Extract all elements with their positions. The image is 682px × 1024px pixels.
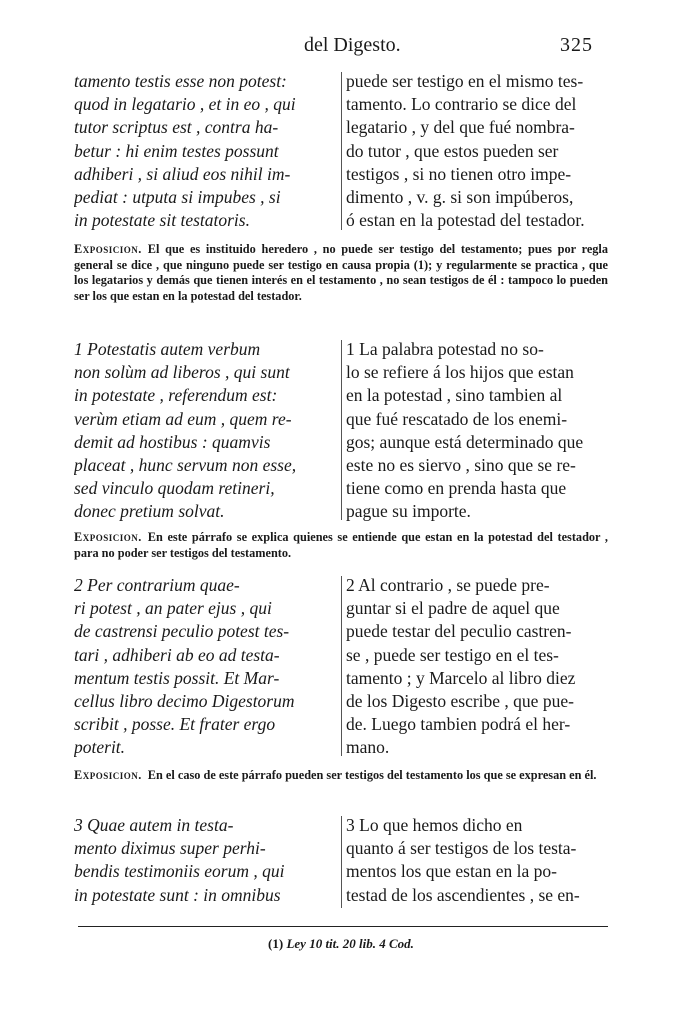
footnote-marker: (1) — [268, 936, 284, 951]
spanish-line: puede testar del peculio castren- — [346, 621, 572, 642]
spanish-line: este no es siervo , sino que se re- — [346, 455, 576, 476]
spanish-line: 3 Lo que hemos dicho en — [346, 815, 523, 835]
spanish-line: tamento ; y Marcelo al libro diez — [346, 667, 576, 688]
latin-line: in potestate sunt : in omnibus — [74, 884, 281, 905]
latin-line: placeat , hunc servum non esse, — [74, 455, 297, 476]
spanish-line: de. Luego tambien podrá el her- — [346, 714, 571, 735]
parallel-text-block-0 — [74, 70, 608, 234]
latin-line: 2 Per contrarium quae- — [74, 575, 240, 595]
column-divider — [341, 72, 342, 230]
latin-line: tutor scriptus est , contra ha- — [74, 117, 279, 138]
spanish-line: testigos , si no tienen otro impe- — [346, 163, 572, 184]
spanish-line: se , puede ser testigo en el tes- — [346, 644, 559, 665]
exposicion-label: Exposicion. — [74, 242, 142, 256]
latin-line: donec pretium solvat. — [74, 501, 225, 522]
page-number: 325 — [560, 34, 593, 56]
latin-column — [74, 574, 340, 760]
spanish-column — [346, 574, 608, 760]
latin-line: in potestate sit testatoris. — [74, 210, 250, 231]
spanish-line: 1 La palabra potestad no so- — [346, 339, 544, 359]
latin-line: non solùm ad liberos , qui sunt — [74, 362, 290, 383]
exposicion-text: El que es instituido heredero , no puede ser testigo del testamento; pues por regla general se dice , que ninguno puede ser testigo en causa propia (1); y regularmente se practica , que los legatarios y demás que tienen interés en el testamento , no sean testigos de él : tampoco lo pueden ser los que estan en la potestad del testador. — [74, 242, 608, 303]
latin-line: betur : hi enim testes possunt — [74, 140, 279, 161]
spanish-line: legatario , y del que fué nombra- — [346, 117, 575, 138]
latin-line: bendis testimoniis eorum , qui — [74, 861, 285, 882]
parallel-text-block-1 — [74, 338, 608, 524]
parallel-text-block-2 — [74, 574, 608, 760]
latin-line: ri potest , an pater ejus , qui — [74, 598, 272, 619]
latin-line: de castrensi peculio potest tes- — [74, 621, 290, 642]
exposicion-text: En el caso de este párrafo pueden ser testigos del testamento los que se expresan en él. — [147, 768, 597, 782]
spanish-column — [346, 70, 608, 232]
latin-line: scribit , posse. Et frater ergo — [74, 714, 276, 735]
spanish-line: dimento , v. g. si son impúberos, — [346, 187, 574, 208]
latin-line: 3 Quae autem in testa- — [74, 815, 234, 835]
column-divider — [341, 340, 342, 520]
exposicion-paragraph — [74, 768, 608, 784]
latin-column — [74, 338, 340, 524]
spanish-line: tiene como en prenda hasta que — [346, 478, 567, 499]
running-title: del Digesto. — [304, 34, 401, 56]
spanish-line: testad de los ascendientes , se en- — [346, 884, 580, 905]
parallel-text-block-3 — [74, 814, 608, 910]
spanish-column — [346, 814, 608, 907]
latin-line: poterit. — [74, 737, 126, 758]
column-divider — [341, 576, 342, 756]
footnote — [0, 936, 682, 952]
spanish-line: pague su importe. — [346, 501, 471, 522]
exposicion-text: En este párrafo se explica quienes se entiende que estan en la potestad del testador , para no poder ser testigos del testamento. — [74, 530, 608, 560]
latin-line: 1 Potestatis autem verbum — [74, 339, 261, 359]
spanish-line: puede ser testigo en el mismo tes- — [346, 71, 584, 91]
latin-line: pediat : utputa si impubes , si — [74, 187, 281, 208]
latin-line: quod in legatario , et in eo , qui — [74, 94, 296, 115]
footnote-text: Ley 10 tit. 20 lib. 4 Cod. — [286, 936, 414, 951]
latin-line: mento diximus super perhi- — [74, 838, 266, 859]
footnote-rule — [78, 926, 608, 927]
latin-line: in potestate , referendum est: — [74, 385, 278, 406]
spanish-line: gos; aunque está determinado que — [346, 431, 584, 452]
latin-column — [74, 814, 340, 907]
column-divider — [341, 816, 342, 908]
spanish-line: de los Digesto escribe , que pue- — [346, 691, 574, 712]
latin-line: sed vinculo quodam retineri, — [74, 478, 275, 499]
spanish-line: lo se refiere á los hijos que estan — [346, 362, 574, 383]
exposicion-label: Exposicion. — [74, 530, 142, 544]
spanish-line: que fué rescatado de los enemi- — [346, 408, 568, 429]
spanish-line: ó estan en la potestad del testador. — [346, 210, 585, 231]
latin-line: tamento testis esse non potest: — [74, 71, 287, 91]
exposicion-paragraph — [74, 530, 608, 561]
spanish-line: tamento. Lo contrario se dice del — [346, 94, 577, 115]
spanish-line: do tutor , que estos pueden ser — [346, 140, 559, 161]
spanish-line: mentos los que estan en la po- — [346, 861, 557, 882]
latin-line: mentum testis possit. Et Mar- — [74, 667, 280, 688]
exposicion-paragraph — [74, 242, 608, 304]
spanish-line: 2 Al contrario , se puede pre- — [346, 575, 550, 595]
spanish-line: en la potestad , sino tambien al — [346, 385, 563, 406]
running-head — [0, 34, 682, 60]
exposicion-label: Exposicion. — [74, 768, 142, 782]
spanish-line: quanto á ser testigos de los testa- — [346, 838, 577, 859]
spanish-column — [346, 338, 608, 524]
spanish-line: guntar si el padre de aquel que — [346, 598, 560, 619]
latin-line: cellus libro decimo Digestorum — [74, 691, 295, 712]
latin-line: demit ad hostibus : quamvis — [74, 431, 271, 452]
latin-line: tari , adhiberi ab eo ad testa- — [74, 644, 280, 665]
spanish-line: mano. — [346, 737, 390, 758]
latin-column — [74, 70, 340, 232]
latin-line: verùm etiam ad eum , quem re- — [74, 408, 292, 429]
latin-line: adhiberi , si aliud eos nihil im- — [74, 163, 291, 184]
